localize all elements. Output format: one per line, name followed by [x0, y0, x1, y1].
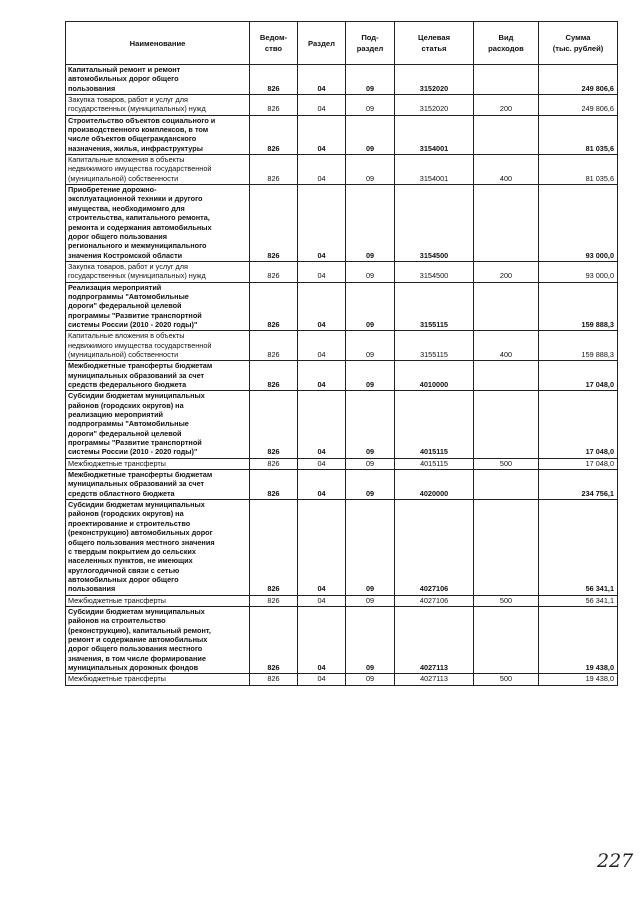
row-vid [474, 391, 539, 458]
row-name-line: системы России (2010 - 2020 годы)" [68, 319, 198, 329]
row-summa: 81 035,6 [539, 115, 618, 154]
row-summa: 17 048,0 [539, 458, 618, 469]
row-celevaya: 4015115 [395, 458, 474, 469]
row-name-line: реализацию мероприятий [68, 410, 164, 420]
row-vedomstvo: 826 [250, 331, 298, 361]
row-name-line: производственного комплексов, в том [68, 125, 209, 135]
row-celevaya: 3152020 [395, 65, 474, 95]
row-name-line: подпрограммы "Автомобильные [68, 419, 189, 429]
table-row [66, 595, 618, 606]
row-vid: 500 [474, 595, 539, 606]
row-name [66, 95, 250, 116]
row-name [66, 185, 250, 262]
page-number: 227 [597, 850, 634, 872]
row-name-line: государственных (муниципальных) нужд [68, 104, 206, 114]
row-podrazdel: 09 [346, 331, 395, 361]
row-name [66, 261, 250, 282]
row-podrazdel: 09 [346, 500, 395, 595]
row-name-line: проектирование и строительство [68, 518, 191, 528]
row-name [66, 595, 250, 606]
row-name [66, 115, 250, 154]
row-summa: 159 888,3 [539, 331, 618, 361]
budget-table [65, 21, 618, 686]
row-summa: 17 048,0 [539, 391, 618, 458]
table-row [66, 470, 618, 500]
row-name-line: эксплуатационной техники и другого [68, 194, 203, 204]
row-name-line: круглогодичной связи с сетью [68, 565, 180, 575]
row-razdel: 04 [298, 500, 346, 595]
table-row [66, 185, 618, 262]
row-name-line: строительства, капитального ремонта, [68, 213, 210, 223]
row-name-line: дорог общего пользования местного [68, 644, 203, 654]
row-name-line: Субсидии бюджетам муниципальных [68, 606, 205, 616]
header-vedomstvo-text: Ведом- ство [259, 33, 288, 53]
row-name [66, 155, 250, 185]
row-celevaya: 4010000 [395, 361, 474, 391]
row-vid [474, 282, 539, 331]
row-name [66, 606, 250, 673]
row-name-line: Капитальные вложения в объекты [68, 155, 185, 165]
header-razdel: Раздел [298, 22, 346, 65]
table-row [66, 282, 618, 331]
row-celevaya: 4027113 [395, 674, 474, 685]
row-razdel: 04 [298, 155, 346, 185]
row-summa: 19 438,0 [539, 606, 618, 673]
row-vedomstvo: 826 [250, 500, 298, 595]
row-name-line: районов на строительство [68, 616, 166, 626]
row-summa: 234 756,1 [539, 470, 618, 500]
table-header-row [66, 22, 618, 65]
table-row [66, 331, 618, 361]
row-vid [474, 185, 539, 262]
row-vedomstvo: 826 [250, 95, 298, 116]
row-celevaya: 3155115 [395, 331, 474, 361]
table-row [66, 361, 618, 391]
table-row [66, 65, 618, 95]
row-vedomstvo: 826 [250, 282, 298, 331]
header-vedomstvo [250, 22, 298, 65]
row-name-line: (муниципальной) собственности [68, 349, 179, 359]
row-celevaya: 4015115 [395, 391, 474, 458]
row-razdel: 04 [298, 185, 346, 262]
row-name-line: муниципальных дорожных фондов [68, 662, 199, 672]
row-name-line: Межбюджетные трансферты [68, 458, 166, 468]
header-name: Наименование [66, 22, 250, 65]
row-razdel: 04 [298, 115, 346, 154]
table-row [66, 391, 618, 458]
row-podrazdel: 09 [346, 185, 395, 262]
row-vid: 400 [474, 331, 539, 361]
row-celevaya: 4020000 [395, 470, 474, 500]
row-razdel: 04 [298, 361, 346, 391]
row-razdel: 04 [298, 606, 346, 673]
row-vid: 200 [474, 95, 539, 116]
row-name-line: ремонт и содержание автомобильных [68, 634, 208, 644]
row-name-line: дороги" федеральной целевой [68, 428, 182, 438]
row-name-line: Закупка товаров, работ и услуг для [68, 261, 188, 271]
row-podrazdel: 09 [346, 674, 395, 685]
row-podrazdel: 09 [346, 95, 395, 116]
row-name-line: Строительство объектов социального и [68, 115, 216, 125]
row-name-line: муниципальных образований за счет [68, 479, 205, 489]
row-name-line: районов (городских округов) на [68, 509, 184, 519]
row-name-line: Капитальные вложения в объекты [68, 331, 185, 341]
row-name-line: Межбюджетные трансферты бюджетам [68, 470, 213, 480]
header-celevaya: Целевая статья [395, 22, 474, 65]
row-summa: 249 806,6 [539, 95, 618, 116]
row-razdel: 04 [298, 65, 346, 95]
header-summa: Сумма (тыс. рублей) [539, 22, 618, 65]
row-name-line: дорог общего пользования [68, 231, 167, 241]
row-name-line: Капитальный ремонт и ремонт [68, 65, 181, 74]
row-podrazdel: 09 [346, 261, 395, 282]
row-name [66, 65, 250, 95]
row-podrazdel: 09 [346, 155, 395, 185]
row-vid [474, 65, 539, 95]
header-podrazdel: Под- раздел [346, 22, 395, 65]
row-vid: 500 [474, 674, 539, 685]
row-name-line: Приобретение дорожно- [68, 185, 157, 195]
row-name-line: дороги" федеральной целевой [68, 301, 182, 311]
row-celevaya: 3155115 [395, 282, 474, 331]
row-name-line: Закупка товаров, работ и услуг для [68, 95, 188, 105]
row-name-line: ремонта и содержания автомобильных [68, 222, 212, 232]
row-vid [474, 470, 539, 500]
table-row [66, 674, 618, 685]
row-name-line: Межбюджетные трансферты бюджетам [68, 361, 213, 371]
row-vid: 400 [474, 155, 539, 185]
row-celevaya: 4027106 [395, 500, 474, 595]
row-vedomstvo: 826 [250, 458, 298, 469]
row-name-line: значения, в том числе формирование [68, 653, 206, 663]
row-vid [474, 115, 539, 154]
table-row [66, 261, 618, 282]
row-podrazdel: 09 [346, 606, 395, 673]
row-name-line: имущества, необходимомго для [68, 203, 185, 213]
row-summa: 93 000,0 [539, 185, 618, 262]
row-name [66, 674, 250, 685]
budget-table-sheet [65, 21, 617, 686]
row-name-line: муниципальных образований за счет [68, 370, 205, 380]
row-name-line: подпрограммы "Автомобильные [68, 291, 189, 301]
row-razdel: 04 [298, 458, 346, 469]
row-vid [474, 606, 539, 673]
row-name [66, 458, 250, 469]
row-name-line: общего пользования местного значения [68, 537, 215, 547]
row-name-line: средств федерального бюджета [68, 380, 187, 389]
table-row [66, 115, 618, 154]
row-vedomstvo: 826 [250, 155, 298, 185]
row-name-line: значения Костромской области [68, 250, 183, 260]
row-celevaya: 3154500 [395, 261, 474, 282]
row-razdel: 04 [298, 95, 346, 116]
table-row [66, 155, 618, 185]
row-razdel: 04 [298, 470, 346, 500]
row-podrazdel: 09 [346, 595, 395, 606]
row-razdel: 04 [298, 595, 346, 606]
row-name-line: Межбюджетные трансферты [68, 674, 166, 684]
row-name-line: (реконструкцию) автомобильных дорог [68, 528, 213, 538]
row-vedomstvo: 826 [250, 606, 298, 673]
row-vedomstvo: 826 [250, 595, 298, 606]
row-razdel: 04 [298, 674, 346, 685]
table-row [66, 606, 618, 673]
row-vedomstvo: 826 [250, 674, 298, 685]
row-podrazdel: 09 [346, 361, 395, 391]
row-vedomstvo: 826 [250, 391, 298, 458]
table-row [66, 458, 618, 469]
row-summa: 56 341,1 [539, 595, 618, 606]
row-celevaya: 4027113 [395, 606, 474, 673]
row-name-line: средств областного бюджета [68, 488, 175, 498]
row-name-line: пользования [68, 584, 116, 594]
row-podrazdel: 09 [346, 391, 395, 458]
row-podrazdel: 09 [346, 65, 395, 95]
row-vid [474, 361, 539, 391]
row-vid: 500 [474, 458, 539, 469]
row-name-line: районов (городских округов) на [68, 400, 184, 410]
row-vedomstvo: 826 [250, 361, 298, 391]
row-celevaya: 3152020 [395, 95, 474, 116]
row-name-line: Реализация мероприятий [68, 282, 162, 292]
row-name-line: недвижимого имущества государственной [68, 164, 212, 174]
row-name [66, 470, 250, 500]
header-vid: Вид расходов [474, 22, 539, 65]
row-name-line: системы России (2010 - 2020 годы)" [68, 447, 198, 457]
row-vid [474, 500, 539, 595]
row-celevaya: 4027106 [395, 595, 474, 606]
row-summa: 159 888,3 [539, 282, 618, 331]
table-body [66, 65, 618, 686]
row-name [66, 500, 250, 595]
row-podrazdel: 09 [346, 282, 395, 331]
row-name-line: недвижимого имущества государственной [68, 340, 212, 350]
table-row [66, 500, 618, 595]
row-vedomstvo: 826 [250, 261, 298, 282]
row-name-line: автомобильных дорог общего [68, 574, 179, 584]
row-name-line: населенных пунктов, не имеющих [68, 556, 193, 566]
row-razdel: 04 [298, 331, 346, 361]
row-name [66, 361, 250, 391]
row-vedomstvo: 826 [250, 185, 298, 262]
row-name-line: Субсидии бюджетам муниципальных [68, 391, 205, 401]
row-name-line: регионального и межмуниципального [68, 241, 207, 251]
row-summa: 249 806,6 [539, 65, 618, 95]
row-name-line: программы "Развитие транспортной [68, 438, 202, 448]
row-vid: 200 [474, 261, 539, 282]
row-podrazdel: 09 [346, 115, 395, 154]
row-celevaya: 3154001 [395, 115, 474, 154]
row-name-line: назначения, жилья, инфраструктуры [68, 143, 203, 153]
row-summa: 17 048,0 [539, 361, 618, 391]
row-celevaya: 3154500 [395, 185, 474, 262]
row-name [66, 282, 250, 331]
row-name [66, 391, 250, 458]
row-name-line: пользования [68, 83, 116, 93]
row-name-line: автомобильных дорог общего [68, 74, 179, 84]
row-name-line: государственных (муниципальных) нужд [68, 271, 206, 281]
row-vedomstvo: 826 [250, 115, 298, 154]
row-razdel: 04 [298, 282, 346, 331]
row-razdel: 04 [298, 261, 346, 282]
row-name-line: (реконструкцию), капитальный ремонт, [68, 625, 211, 635]
row-podrazdel: 09 [346, 458, 395, 469]
row-name-line: (муниципальной) собственности [68, 173, 179, 183]
row-summa: 81 035,6 [539, 155, 618, 185]
row-name-line: числе объектов общегражданского [68, 134, 197, 144]
row-razdel: 04 [298, 391, 346, 458]
row-podrazdel: 09 [346, 470, 395, 500]
row-name-line: программы "Развитие транспортной [68, 310, 202, 320]
row-summa: 56 341,1 [539, 500, 618, 595]
row-summa: 19 438,0 [539, 674, 618, 685]
row-name-line: с твердым покрытием до сельских [68, 546, 196, 556]
row-name-line: Субсидии бюджетам муниципальных [68, 500, 205, 510]
row-summa: 93 000,0 [539, 261, 618, 282]
row-celevaya: 3154001 [395, 155, 474, 185]
row-name [66, 331, 250, 361]
row-name-line: Межбюджетные трансферты [68, 595, 166, 605]
row-vedomstvo: 826 [250, 65, 298, 95]
row-vedomstvo: 826 [250, 470, 298, 500]
table-row [66, 95, 618, 116]
